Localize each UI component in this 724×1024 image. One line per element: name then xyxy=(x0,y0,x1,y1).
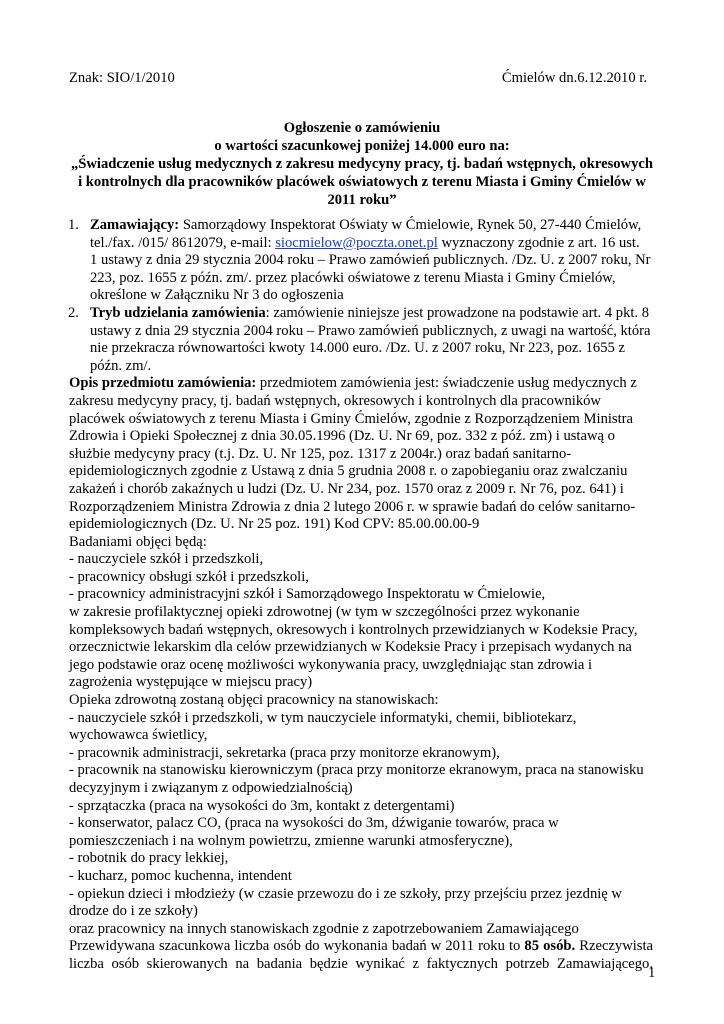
announcement-title xyxy=(60,119,664,209)
text-line xyxy=(69,235,653,253)
text-segment: : zamówienie niniejsze jest prowadzone na podstawie art. 4 pkt. 8 xyxy=(265,304,650,321)
text-line: Zdrowia i Opieki Społecznej z dnia 30.05.1996 (Dz. U. Nr 69, poz. 332 z póź. zm) i ustawą o xyxy=(69,428,615,445)
text-line: Opieka zdrowotną zostaną objęci pracownicy na stanowiskach: xyxy=(69,692,439,709)
text-line: epidemiologicznych (Dz. U. Nr 25 poz. 191) Kod CPV: 85.00.00.00-9 xyxy=(69,516,480,533)
text-line xyxy=(69,375,653,393)
text-line: pomieszczeniach i na wolnym powietrzu, zmienne warunki atmosferyczne), xyxy=(69,832,513,849)
section-contracting-authority xyxy=(69,217,653,305)
estimate-count: 85 osób. xyxy=(524,938,576,955)
text-line xyxy=(69,938,653,956)
email-link[interactable]: siocmielow@poczta.onet.pl xyxy=(275,234,438,251)
text-line: - nauczyciele szkół i przedszkoli, w tym nauczyciele informatyki, chemii, bibliotekarz, xyxy=(69,709,577,726)
text-line: kompleksowych badań wstępnych, okresowych i kontrolnych przewidzianych w Kodeksie Pracy, xyxy=(69,621,638,638)
title-line: o wartości szacunkowej poniżej 14.000 euro na: xyxy=(214,138,510,154)
title-line: „Świadczenie usług medycznych z zakresu medycyny pracy, tj. badań wstępnych, okresowych xyxy=(70,156,653,172)
text-segment: tel./fax. /015/ 8612079, e-mail: xyxy=(90,234,276,251)
text-line: - pracownicy obsługi szkół i przedszkoli, xyxy=(69,568,309,585)
section-label: Opis przedmiotu zamówienia: xyxy=(69,375,257,392)
text-line: - robotnik do pracy lekkiej, xyxy=(69,850,229,867)
text-line: - pracownicy administracyjni szkół i Samorządowego Inspektoratu w Ćmielowie, xyxy=(69,586,546,603)
text-line: zagrożenia występujące w miejscu pracy) xyxy=(69,674,313,691)
text-segment: przedmiotem zamówienia jest: świadczenie usług medycznych z xyxy=(256,375,637,392)
text-line: - konserwator, palacz CO, (praca na wysokości do 3m, dźwiganie towarów, praca w xyxy=(69,815,559,832)
text-line: - pracownik administracji, sekretarka (praca przy monitorze ekranowym), xyxy=(69,744,500,761)
text-line: oraz pracownicy na innych stanowiskach zgodnie z zapotrzebowaniem Zamawiającego xyxy=(69,920,579,937)
description-lines xyxy=(69,393,653,938)
text-segment: Przewidywana szacunkowa liczba osób do wykonania badań w 2011 roku to xyxy=(69,938,525,955)
text-line xyxy=(69,305,653,323)
title-line: 2011 roku” xyxy=(327,192,397,208)
text-line: nie przekracza równowartości kwoty 14.000 euro. /Dz. U. z 2007 roku, Nr 223, poz. 1655 z xyxy=(90,340,625,357)
text-segment: wyznaczony zgodnie z art. 16 ust. xyxy=(437,234,640,251)
text-line: 1 ustawy z dnia 29 stycznia 2004 roku – Prawo zamówień publicznych. /Dz. U. z 2007 roku, Nr xyxy=(90,252,651,269)
text-line: epidemiologicznych zgodnie z Ustawą z dnia 5 grudnia 2008 r. o zapobieganiu oraz zwalczaniu xyxy=(69,463,628,480)
text-line: zakresu medycyny pracy, tj. badań wstępnych, okresowych i kontrolnych dla pracowników xyxy=(69,392,601,409)
text-line: liczba osób skierowanych na badania będzie wynikać z faktycznych potrzeb Zamawiającego. xyxy=(69,955,653,972)
text-line: Rozporządzeniem Ministra Zdrowia z dnia 2 lutego 2006 r. w sprawie badań do celów sanitarno- xyxy=(69,498,636,515)
text-line: decyzyjnym i związanym z odpowiedzialnością) xyxy=(69,780,353,796)
place-date: Ćmielów dn.6.12.2010 r. xyxy=(501,70,647,86)
section-label: Tryb udzielania zamówienia xyxy=(90,304,266,321)
text-line: drodze do i ze szkoły) xyxy=(69,903,198,920)
text-line: Badaniami objęci będą: xyxy=(69,533,207,550)
section-label: Zamawiający: xyxy=(90,217,180,233)
text-segment: Rzeczywista xyxy=(575,938,653,955)
text-line xyxy=(69,217,653,235)
list-number: 2. xyxy=(68,304,79,321)
text-segment: Samorządowy Inspektorat Oświaty w Ćmielowie, Rynek 50, 27-440 Ćmielów, xyxy=(179,217,642,233)
reference-number: Znak: SIO/1/2010 xyxy=(69,70,175,86)
text-line: zakażeń i chorób zakaźnych u ludzi (Dz. U. Nr 234, poz. 1570 oraz z 2009 r. Nr 76, poz. 641) i xyxy=(69,480,624,497)
text-line: w zakresie profilaktycznej opieki zdrowotnej (w tym w szczególności przez wykonanie xyxy=(69,604,580,621)
page-number: 1 xyxy=(648,965,656,981)
title-line: Ogłoszenie o zamówieniu xyxy=(283,120,441,136)
text-line: - nauczyciele szkół i przedszkoli, xyxy=(69,551,264,568)
text-line: - opiekun dzieci i młodzieży (w czasie przewozu do i ze szkoły, przy przejściu przez jezdnię w xyxy=(69,885,622,902)
text-line: wychowawca świetlicy, xyxy=(69,727,208,744)
text-line: określone w Załączniku Nr 3 do ogłoszenia xyxy=(90,287,344,304)
text-line: ustawy z dnia 29 stycznia 2004 roku – Prawo zamówień publicznych, z uwagi na wartość, która xyxy=(90,322,651,339)
text-line: późn. zm/. xyxy=(90,357,152,374)
text-line: - kucharz, pomoc kuchenna, intendent xyxy=(69,867,292,884)
list-number: 1. xyxy=(68,217,79,233)
document-body xyxy=(69,217,653,974)
title-line: i kontrolnych dla pracowników placówek oświatowych z terenu Miasta i Gminy Ćmielów w xyxy=(78,174,646,190)
section-procedure xyxy=(69,305,653,375)
text-line: 223, poz. 1655 z późn. zm/. przez placówki oświatowe z terenu Miasta i Gminy Ćmielów, xyxy=(90,269,616,286)
section-description xyxy=(69,375,653,973)
text-line: placówek oświatowych z terenu Miasta i Gminy Ćmielów, zgodnie z Rozporządzeniem Ministra xyxy=(69,410,633,427)
text-line: orzecznictwie lekarskim dla celów przewidzianych w Kodeksie Pracy i przepisach wydanych na xyxy=(69,639,632,656)
text-line: jego podstawie oraz ocenę możliwości wykonywania pracy, uwzględniając stan zdrowia i xyxy=(69,656,593,673)
text-line: - sprzątaczka (praca na wysokości do 3m, kontakt z detergentami) xyxy=(69,797,455,814)
text-line: - pracownik na stanowisku kierowniczym (praca przy monitorze ekranowym, praca na stanowisku xyxy=(69,762,644,779)
text-line: służbie medycyny pracy (t.j. Dz. U. Nr 125, poz. 1317 z 2004r.) oraz badań sanitarno- xyxy=(69,445,572,462)
